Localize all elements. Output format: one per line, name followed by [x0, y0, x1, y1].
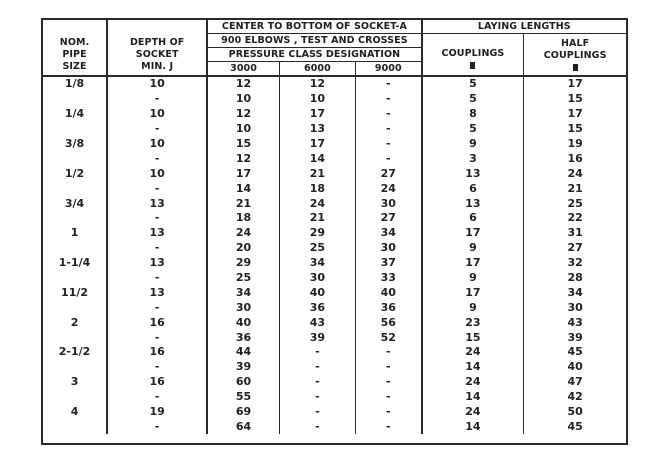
cell-class-9000: -	[355, 137, 421, 152]
cell-class-3000: 20	[207, 241, 279, 256]
cell-nom-pipe-size: 11/2	[43, 285, 107, 300]
cell-class-9000: -	[355, 419, 421, 434]
cell-couplings: 24	[422, 405, 524, 420]
header-couplings-label: COUPLINGS	[441, 47, 505, 59]
cell-depth-of-socket: 16	[107, 315, 207, 330]
cell-depth-of-socket: 13	[107, 226, 207, 241]
cell-couplings: 6	[422, 181, 524, 196]
cell-depth-of-socket: 16	[107, 375, 207, 390]
table-row	[43, 360, 626, 375]
cell-depth-of-socket: 16	[107, 345, 207, 360]
cell-class-6000: 25	[279, 241, 355, 256]
cell-depth-of-socket: 10	[107, 76, 207, 92]
cell-couplings: 15	[422, 330, 524, 345]
cell-class-9000: -	[355, 390, 421, 405]
cell-nom-pipe-size: 2	[43, 315, 107, 330]
cell-couplings: 14	[422, 419, 524, 434]
cell-nom-pipe-size	[43, 241, 107, 256]
cell-class-6000: 12	[279, 76, 355, 92]
cell-half-couplings: 22	[567, 211, 583, 225]
cell-depth-of-socket: 10	[107, 166, 207, 181]
cell-half-couplings: 30	[567, 300, 583, 314]
cell-nom-pipe-size: 3	[43, 375, 107, 390]
header-nom-line-3: SIZE	[62, 60, 87, 72]
cell-half-couplings: 15	[567, 122, 583, 136]
cell-depth-of-socket: -	[107, 151, 207, 166]
cell-class-3000: 14	[207, 181, 279, 196]
cell-half-couplings: 15	[567, 92, 583, 106]
header-class-3000: 3000	[207, 62, 279, 77]
cell-half-couplings: 39	[567, 330, 583, 344]
cell-half-couplings: 19	[567, 137, 583, 150]
table-body	[43, 76, 626, 434]
table-row	[43, 107, 626, 122]
cell-couplings: 17	[422, 226, 524, 241]
cell-class-6000: 39	[279, 330, 355, 345]
table-row	[43, 315, 626, 330]
table-row	[43, 345, 626, 360]
cell-depth-of-socket: -	[107, 92, 207, 107]
cell-couplings: 17	[422, 285, 524, 300]
cell-depth-of-socket: -	[107, 419, 207, 434]
half-couplings-symbol-icon	[573, 64, 578, 71]
header-half-line-1: HALF	[561, 37, 590, 49]
cell-class-3000: 24	[207, 226, 279, 241]
header-class-9000: 9000	[355, 62, 421, 77]
table-row	[43, 211, 626, 226]
cell-couplings: 14	[422, 390, 524, 405]
cell-depth-of-socket: 13	[107, 196, 207, 211]
cell-couplings: 9	[422, 241, 524, 256]
table-row	[43, 375, 626, 390]
cell-depth-of-socket: -	[107, 390, 207, 405]
cell-couplings: 5	[422, 92, 524, 107]
cell-couplings: 24	[422, 375, 524, 390]
dimensions-table-frame	[41, 18, 628, 445]
cell-half-couplings: 45	[567, 419, 583, 433]
header-nom-pipe-size	[43, 20, 107, 76]
cell-nom-pipe-size: 2-1/2	[43, 345, 107, 360]
cell-class-3000: 17	[207, 166, 279, 181]
table-row	[43, 300, 626, 315]
cell-nom-pipe-size	[43, 390, 107, 405]
cell-class-9000: 33	[355, 271, 421, 286]
header-half-line-2: COUPLINGS	[543, 49, 607, 61]
table-row	[43, 405, 626, 420]
cell-class-9000: 30	[355, 196, 421, 211]
cell-nom-pipe-size	[43, 92, 107, 107]
cell-depth-of-socket: -	[107, 211, 207, 226]
cell-nom-pipe-size	[43, 211, 107, 226]
cell-class-6000: 36	[279, 300, 355, 315]
cell-class-6000: 43	[279, 315, 355, 330]
cell-class-3000: 55	[207, 390, 279, 405]
cell-class-6000: 24	[279, 196, 355, 211]
cell-depth-of-socket: -	[107, 330, 207, 345]
cell-class-9000: -	[355, 92, 421, 107]
cell-class-6000: 18	[279, 181, 355, 196]
header-depth-of-socket	[107, 20, 207, 76]
cell-half-couplings: 17	[567, 107, 583, 121]
table-row	[43, 76, 626, 92]
cell-couplings: 13	[422, 196, 524, 211]
cell-couplings: 14	[422, 360, 524, 375]
cell-couplings: 9	[422, 300, 524, 315]
table-row	[43, 330, 626, 345]
cell-class-9000: 40	[355, 285, 421, 300]
cell-class-9000: -	[355, 151, 421, 166]
cell-class-9000: -	[355, 405, 421, 420]
table-row	[43, 122, 626, 137]
cell-nom-pipe-size	[43, 330, 107, 345]
cell-depth-of-socket: 10	[107, 137, 207, 152]
cell-class-3000: 36	[207, 330, 279, 345]
header-depth-line-1: DEPTH OF	[129, 36, 185, 48]
cell-depth-of-socket: -	[107, 241, 207, 256]
cell-class-3000: 39	[207, 360, 279, 375]
cell-nom-pipe-size: 1/4	[43, 107, 107, 122]
cell-couplings: 24	[422, 345, 524, 360]
cell-couplings: 9	[422, 271, 524, 286]
cell-half-couplings: 47	[567, 375, 583, 389]
cell-class-3000: 10	[207, 122, 279, 137]
cell-nom-pipe-size	[43, 151, 107, 166]
cell-nom-pipe-size: 4	[43, 405, 107, 420]
cell-depth-of-socket: 13	[107, 256, 207, 271]
header-class-6000: 6000	[279, 62, 355, 77]
cell-class-3000: 18	[207, 211, 279, 226]
cell-class-6000: -	[279, 419, 355, 434]
cell-class-6000: -	[279, 405, 355, 420]
header-nom-line-1: NOM.	[59, 36, 90, 48]
cell-class-6000: -	[279, 375, 355, 390]
cell-class-3000: 25	[207, 271, 279, 286]
cell-couplings: 5	[422, 76, 524, 92]
cell-class-9000: 36	[355, 300, 421, 315]
cell-class-3000: 69	[207, 405, 279, 420]
table-row	[43, 181, 626, 196]
table-row	[43, 241, 626, 256]
cell-class-6000: 17	[279, 107, 355, 122]
header-couplings	[422, 34, 524, 77]
cell-class-9000: -	[355, 345, 421, 360]
cell-class-3000: 34	[207, 285, 279, 300]
cell-class-6000: 30	[279, 271, 355, 286]
cell-class-6000: -	[279, 390, 355, 405]
cell-class-9000: 27	[355, 211, 421, 226]
cell-nom-pipe-size	[43, 122, 107, 137]
cell-nom-pipe-size	[43, 419, 107, 434]
cell-half-couplings: 24	[567, 166, 583, 180]
cell-nom-pipe-size: 3/8	[43, 137, 107, 152]
cell-class-3000: 64	[207, 419, 279, 434]
header-depth-line-2: SOCKET	[135, 48, 179, 60]
cell-half-couplings: 50	[567, 405, 583, 419]
cell-couplings: 8	[422, 107, 524, 122]
table-row	[43, 226, 626, 241]
cell-class-3000: 10	[207, 92, 279, 107]
cell-class-3000: 29	[207, 256, 279, 271]
cell-half-couplings: 32	[567, 256, 583, 270]
cell-couplings: 13	[422, 166, 524, 181]
cell-class-9000: 30	[355, 241, 421, 256]
cell-class-9000: -	[355, 76, 421, 92]
cell-couplings: 5	[422, 122, 524, 137]
table-row	[43, 137, 626, 152]
cell-class-9000: -	[355, 360, 421, 375]
cell-class-9000: 56	[355, 315, 421, 330]
cell-class-9000: -	[355, 375, 421, 390]
cell-nom-pipe-size: 1	[43, 226, 107, 241]
cell-half-couplings: 43	[567, 315, 583, 329]
cell-half-couplings: 28	[567, 271, 583, 285]
header-fittings: 900 ELBOWS , TEST AND CROSSES	[207, 34, 421, 48]
header-nom-line-2: PIPE	[62, 48, 87, 60]
cell-couplings: 23	[422, 315, 524, 330]
cell-class-6000: 40	[279, 285, 355, 300]
table-row	[43, 151, 626, 166]
cell-class-9000: 34	[355, 226, 421, 241]
cell-depth-of-socket: 19	[107, 405, 207, 420]
cell-half-couplings: 16	[567, 151, 583, 165]
cell-class-6000: 13	[279, 122, 355, 137]
cell-half-couplings: 27	[567, 241, 583, 255]
cell-class-6000: -	[279, 345, 355, 360]
table-row	[43, 390, 626, 405]
cell-class-3000: 60	[207, 375, 279, 390]
cell-half-couplings: 25	[567, 196, 583, 210]
cell-class-3000: 12	[207, 76, 279, 92]
table-row	[43, 92, 626, 107]
cell-nom-pipe-size	[43, 360, 107, 375]
cell-class-6000: 29	[279, 226, 355, 241]
socket-weld-dimensions-table	[43, 20, 626, 434]
cell-couplings: 9	[422, 137, 524, 152]
cell-class-3000: 21	[207, 196, 279, 211]
cell-half-couplings: 34	[567, 285, 583, 299]
cell-depth-of-socket: 13	[107, 285, 207, 300]
cell-class-3000: 30	[207, 300, 279, 315]
header-center-to-bottom: CENTER TO BOTTOM OF SOCKET-A	[207, 20, 421, 34]
cell-depth-of-socket: -	[107, 271, 207, 286]
couplings-symbol-icon	[470, 62, 475, 69]
table-row	[43, 271, 626, 286]
cell-nom-pipe-size	[43, 271, 107, 286]
header-half-couplings	[524, 34, 626, 77]
header-depth-line-3: MIN. J	[141, 60, 174, 72]
cell-half-couplings: 42	[567, 390, 583, 404]
cell-depth-of-socket: 10	[107, 107, 207, 122]
cell-half-couplings: 17	[567, 77, 583, 91]
cell-depth-of-socket: -	[107, 300, 207, 315]
cell-class-9000: -	[355, 122, 421, 137]
cell-couplings: 6	[422, 211, 524, 226]
cell-class-3000: 40	[207, 315, 279, 330]
cell-couplings: 17	[422, 256, 524, 271]
cell-couplings: 3	[422, 151, 524, 166]
header-laying-lengths: LAYING LENGTHS	[422, 20, 626, 34]
cell-class-6000: 17	[279, 137, 355, 152]
cell-nom-pipe-size: 1/2	[43, 166, 107, 181]
cell-half-couplings: 40	[567, 360, 583, 374]
cell-class-3000: 12	[207, 107, 279, 122]
cell-half-couplings: 31	[567, 226, 583, 240]
cell-class-6000: 21	[279, 211, 355, 226]
cell-depth-of-socket: -	[107, 181, 207, 196]
cell-nom-pipe-size	[43, 181, 107, 196]
cell-class-6000: -	[279, 360, 355, 375]
cell-depth-of-socket: -	[107, 360, 207, 375]
cell-depth-of-socket: -	[107, 122, 207, 137]
table-row	[43, 166, 626, 181]
cell-class-6000: 34	[279, 256, 355, 271]
cell-nom-pipe-size: 3/4	[43, 196, 107, 211]
cell-nom-pipe-size	[43, 300, 107, 315]
cell-class-9000: 52	[355, 330, 421, 345]
cell-half-couplings: 21	[567, 181, 583, 195]
cell-nom-pipe-size: 1/8	[43, 76, 107, 92]
cell-class-6000: 21	[279, 166, 355, 181]
cell-half-couplings: 45	[567, 345, 583, 359]
cell-class-9000: 24	[355, 181, 421, 196]
table-row	[43, 196, 626, 211]
header-pressure-class: PRESSURE CLASS DESIGNATION	[207, 48, 421, 62]
table-row	[43, 419, 626, 434]
cell-nom-pipe-size: 1-1/4	[43, 256, 107, 271]
cell-class-3000: 44	[207, 345, 279, 360]
cell-class-9000: -	[355, 107, 421, 122]
table-row	[43, 256, 626, 271]
cell-class-6000: 10	[279, 92, 355, 107]
cell-class-3000: 12	[207, 151, 279, 166]
cell-class-3000: 15	[207, 137, 279, 152]
cell-class-9000: 27	[355, 166, 421, 181]
table-row	[43, 285, 626, 300]
cell-class-9000: 37	[355, 256, 421, 271]
cell-class-6000: 14	[279, 151, 355, 166]
